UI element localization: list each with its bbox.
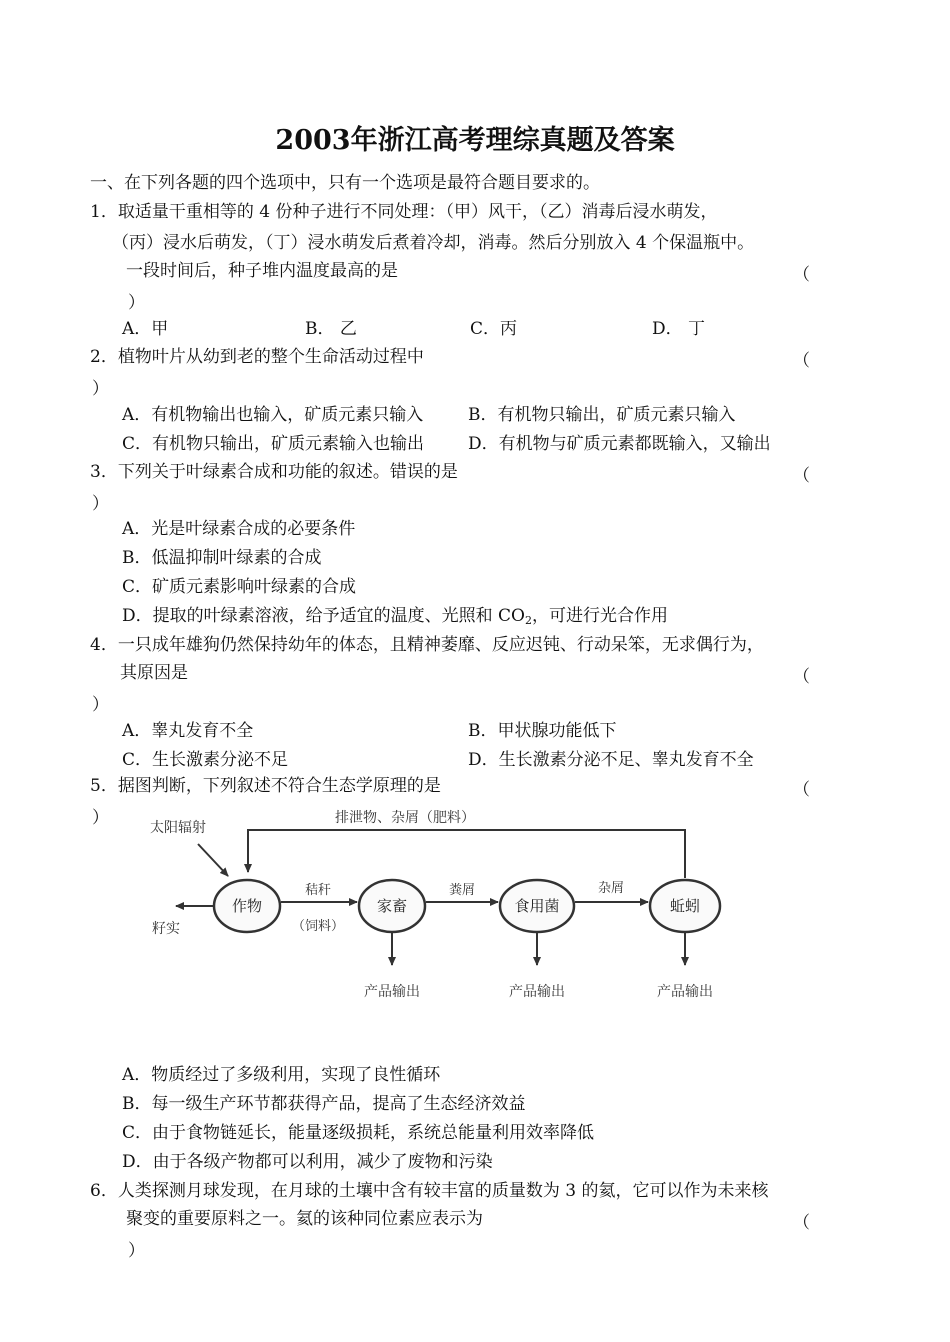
q3-option-c: C．矿质元素影响叶绿素的合成 [122, 577, 357, 597]
q4-line-2: 其原因是 [120, 663, 188, 683]
feedback-label: 排泄物、杂屑（肥料） [335, 810, 475, 826]
output-label-1: 产品输出 [364, 984, 420, 1000]
q3-option-d-text: D．提取的叶绿素溶液，给予适宜的温度、光照和 CO [122, 606, 525, 626]
node-livestock-label: 家畜 [376, 897, 408, 915]
q5-option-c: C．由于食物链延长，能量逐级损耗，系统总能量利用效率降低 [122, 1123, 595, 1143]
q2-line-1: 2．植物叶片从幼到老的整个生命活动过程中 [90, 347, 424, 367]
q1-option-c: C．丙 [470, 319, 518, 339]
q5-paren-close: ） [92, 808, 109, 828]
edge1-sublabel: （饲料） [291, 919, 345, 934]
q1-option-b: B． 乙 [305, 319, 357, 339]
q1-line-1: 1．取适量干重相等的 4 份种子进行不同处理：（甲）风干，（乙）消毒后浸水萌发， [90, 202, 718, 222]
q1-line-2: （丙）浸水后萌发，（丁）浸水萌发后煮着冷却，消毒。然后分别放入 4 个保温瓶中。 [112, 233, 755, 253]
node-earthworm-label: 蚯蚓 [669, 897, 701, 915]
q4-paren-close: ） [92, 695, 109, 715]
q1-line-3: 一段时间后，种子堆内温度最高的是 [126, 261, 398, 281]
ecology-diagram [130, 800, 770, 1015]
edge1-label: 秸秆 [304, 883, 332, 898]
q2-option-a: A．有机物输出也输入，矿质元素只输入 [122, 405, 424, 425]
q4-option-c: C．生长激素分泌不足 [122, 750, 289, 770]
q1-option-a: A．甲 [122, 319, 169, 339]
feedback-loop-line [248, 830, 685, 878]
q2-option-d: D．有机物与矿质元素都既输入，又输出 [468, 434, 771, 454]
q4-paren-open: （ [793, 667, 810, 687]
q5-option-a: A．物质经过了多级利用，实现了良性循环 [122, 1065, 441, 1085]
q3-option-b: B．低温抑制叶绿素的合成 [122, 548, 322, 568]
node-fungus-label: 食用菌 [514, 897, 560, 915]
q3-option-a: A．光是叶绿素合成的必要条件 [122, 519, 356, 539]
sun-arrow [198, 844, 228, 876]
edge3-label: 杂屑 [597, 881, 625, 896]
q3-option-d-tail: ，可进行光合作用 [531, 606, 668, 626]
sun-label: 太阳辐射 [150, 820, 206, 836]
q1-paren-close: ） [128, 293, 145, 313]
section-heading: 一、在下列各题的四个选项中，只有一个选项是最符合题目要求的。 [90, 173, 600, 193]
q2-paren-open: （ [793, 351, 810, 371]
q4-option-b: B．甲状腺功能低下 [468, 721, 617, 741]
q1-paren-open: （ [793, 265, 810, 285]
q3-line-1: 3．下列关于叶绿素合成和功能的叙述。错误的是 [90, 462, 458, 482]
q1-option-d: D． 丁 [652, 319, 706, 339]
grain-label: 籽实 [152, 921, 180, 937]
output-label-3: 产品输出 [657, 984, 713, 1000]
page-title: 2003年浙江高考理综真题及答案 [275, 125, 675, 156]
q5-paren-open: （ [793, 780, 810, 800]
q5-option-b: B．每一级生产环节都获得产品，提高了生态经济效益 [122, 1094, 526, 1114]
q2-option-c: C．有机物只输出，矿质元素输入也输出 [122, 434, 425, 454]
q6-paren-open: （ [793, 1213, 810, 1233]
q6-line-2: 聚变的重要原料之一。氦的该种同位素应表示为 [126, 1209, 483, 1229]
q3-option-d [122, 605, 668, 632]
q4-option-a: A．睾丸发育不全 [122, 721, 254, 741]
q6-paren-close: ） [128, 1241, 145, 1261]
q3-paren-close: ） [92, 494, 109, 514]
output-label-2: 产品输出 [509, 984, 565, 1000]
q4-option-d: D．生长激素分泌不足、睾丸发育不全 [468, 750, 754, 770]
edge2-label: 粪屑 [448, 883, 476, 898]
q5-line-1: 5．据图判断，下列叙述不符合生态学原理的是 [90, 776, 441, 796]
q3-paren-open: （ [793, 466, 810, 486]
q2-paren-close: ） [92, 379, 109, 399]
node-crop-label: 作物 [231, 897, 263, 915]
co2-subscript: 2 [524, 614, 532, 627]
q6-line-1: 6．人类探测月球发现，在月球的土壤中含有较丰富的质量数为 3 的氦，它可以作为未来核 [90, 1181, 769, 1201]
q2-option-b: B．有机物只输出，矿质元素只输入 [468, 405, 736, 425]
q5-option-d: D．由于各级产物都可以利用，减少了废物和污染 [122, 1152, 493, 1172]
q4-line-1: 4．一只成年雄狗仍然保持幼年的体态，且精神萎靡、反应迟钝、行动呆笨，无求偶行为， [90, 635, 764, 655]
